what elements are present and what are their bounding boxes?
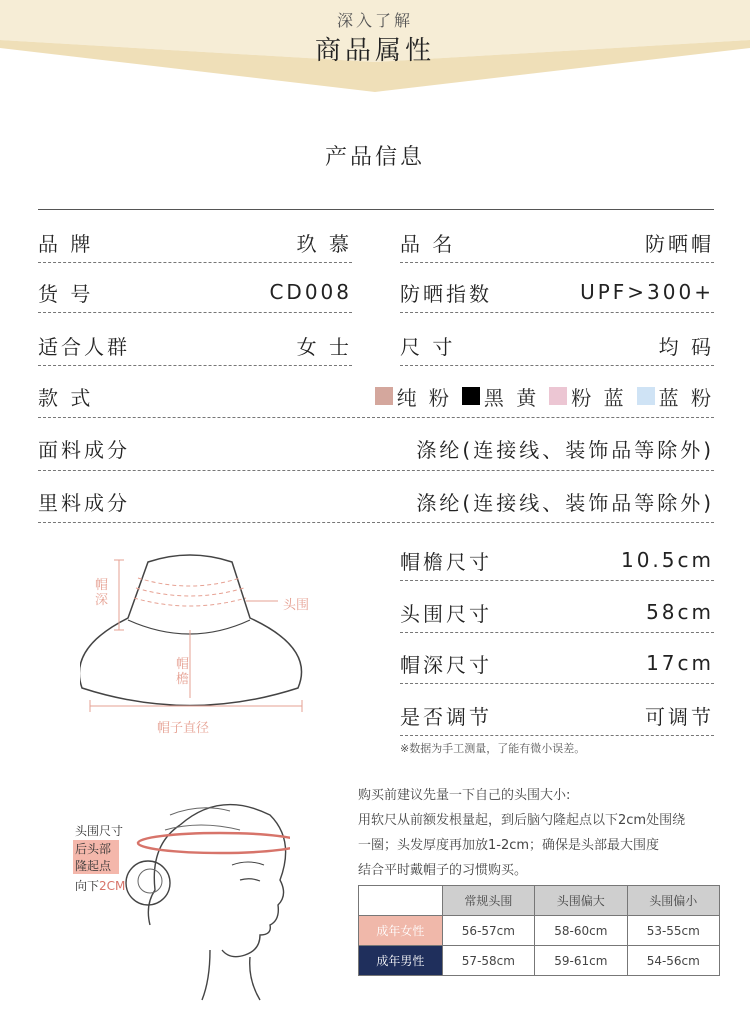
swatch-chip-3 <box>637 387 655 405</box>
table-header: 头围偏小 <box>627 886 719 916</box>
measure-note: ※数据为手工测量，了能有微小误差。 <box>400 742 586 755</box>
divider <box>38 209 714 210</box>
measure-value: 17cm <box>646 651 714 675</box>
head-label-down-value: 2CM <box>99 879 126 893</box>
table-cell: 53-55cm <box>627 916 719 946</box>
head-label-circumference: 头围尺寸 <box>75 824 124 838</box>
divider <box>400 262 714 263</box>
table-header: 头围偏大 <box>535 886 627 916</box>
hat-diameter-label: 帽子直径 <box>157 721 210 736</box>
swatch-chip-2 <box>549 387 567 405</box>
measure-head <box>400 597 714 627</box>
divider <box>38 312 352 313</box>
measure-depth <box>400 648 714 678</box>
size-table <box>358 885 720 976</box>
attr-value: 女 士 <box>296 334 352 359</box>
attr-style <box>38 381 714 411</box>
divider <box>38 262 352 263</box>
attr-product-name <box>400 227 714 257</box>
color-swatch <box>549 382 626 411</box>
measure-label: 帽深尺寸 <box>400 652 492 677</box>
advice-line: 购买前建议先量一下自己的头围大小: <box>358 788 571 803</box>
color-name: 纯 粉 <box>396 385 452 410</box>
divider <box>400 735 714 736</box>
measure-label: 帽檐尺寸 <box>400 549 492 574</box>
divider <box>400 683 714 684</box>
banner-subtitle: 深入了解 <box>336 11 413 30</box>
table-corner <box>359 886 443 916</box>
attr-value: 涤纶(连接线、装饰品等除外) <box>416 490 714 515</box>
head-illustration <box>110 785 290 1005</box>
divider <box>38 417 714 418</box>
divider <box>400 580 714 581</box>
attr-label: 里料成分 <box>38 490 130 515</box>
attr-label: 品 名 <box>400 231 456 256</box>
attr-value: UPF>300+ <box>580 280 714 304</box>
attr-lining-fabric <box>38 486 714 516</box>
measure-value: 58cm <box>646 600 714 624</box>
attr-label: 面料成分 <box>38 437 130 462</box>
color-name: 蓝 粉 <box>658 385 714 410</box>
measure-brim <box>400 545 714 575</box>
head-label-down <box>75 877 125 894</box>
advice-line: 用软尺从前额发根量起，到后脑勺隆起点以下2cm处围绕 <box>358 813 686 828</box>
divider <box>38 522 714 523</box>
measure-value: 10.5cm <box>620 548 714 572</box>
head-label-back: 后头部 <box>75 842 112 856</box>
row-label-women: 成年女性 <box>359 916 443 946</box>
attr-value: 涤纶(连接线、装饰品等除外) <box>416 437 714 462</box>
banner-title: 商品属性 <box>314 36 435 66</box>
attr-label: 适合人群 <box>38 334 130 359</box>
attr-outer-fabric <box>38 433 714 463</box>
advice-line: 结合平时戴帽子的习惯购买。 <box>358 863 528 878</box>
divider <box>400 365 714 366</box>
table-header: 常规头围 <box>442 886 534 916</box>
attr-brand <box>38 227 352 257</box>
attr-upf <box>400 277 714 307</box>
advice-line: 一圈；头发厚度再加放1-2cm；确保是头部最大围度 <box>358 838 660 853</box>
attr-value: 玖 慕 <box>296 231 352 256</box>
swatch-chip-0 <box>375 387 393 405</box>
attr-label: 防晒指数 <box>400 281 492 306</box>
attr-label: 品 牌 <box>38 231 94 256</box>
color-swatch <box>375 382 452 411</box>
divider <box>38 365 352 366</box>
hat-diagram <box>80 548 320 738</box>
measure-label: 是否调节 <box>400 704 492 729</box>
head-label-down-prefix: 向下 <box>75 879 100 893</box>
divider <box>400 632 714 633</box>
header-banner <box>0 0 750 95</box>
attr-value: 均 码 <box>658 334 714 359</box>
attr-label: 货 号 <box>38 281 94 306</box>
table-row <box>359 946 720 976</box>
color-swatch <box>462 382 539 411</box>
measure-value: 可调节 <box>645 704 714 729</box>
head-label-bulge: 隆起点 <box>75 859 112 873</box>
table-cell: 58-60cm <box>535 916 627 946</box>
attr-value: 防晒帽 <box>645 231 714 256</box>
table-cell: 56-57cm <box>442 916 534 946</box>
attr-label: 尺 寸 <box>400 334 456 359</box>
color-options <box>375 382 714 411</box>
hat-depth-label: 帽深 <box>95 578 109 608</box>
table-cell: 54-56cm <box>627 946 719 976</box>
table-cell: 57-58cm <box>442 946 534 976</box>
hat-brim-label: 帽檐 <box>176 657 190 687</box>
measure-adjustable <box>400 700 714 730</box>
hat-head-label: 头围 <box>283 598 310 613</box>
attr-item-number <box>38 277 352 307</box>
divider <box>38 470 714 471</box>
measure-label: 头围尺寸 <box>400 601 492 626</box>
color-name: 粉 蓝 <box>571 385 627 410</box>
section-title: 产品信息 <box>324 145 425 170</box>
divider <box>400 312 714 313</box>
attr-size <box>400 330 714 360</box>
table-cell: 59-61cm <box>535 946 627 976</box>
attr-value: CD008 <box>269 280 352 304</box>
color-swatch <box>637 382 714 411</box>
attr-label: 款 式 <box>38 385 94 410</box>
table-row <box>359 916 720 946</box>
swatch-chip-1 <box>462 387 480 405</box>
color-name: 黑 黄 <box>483 385 540 410</box>
row-label-men: 成年男性 <box>359 946 443 976</box>
table-header-row <box>359 886 720 916</box>
attr-target-group <box>38 330 352 360</box>
